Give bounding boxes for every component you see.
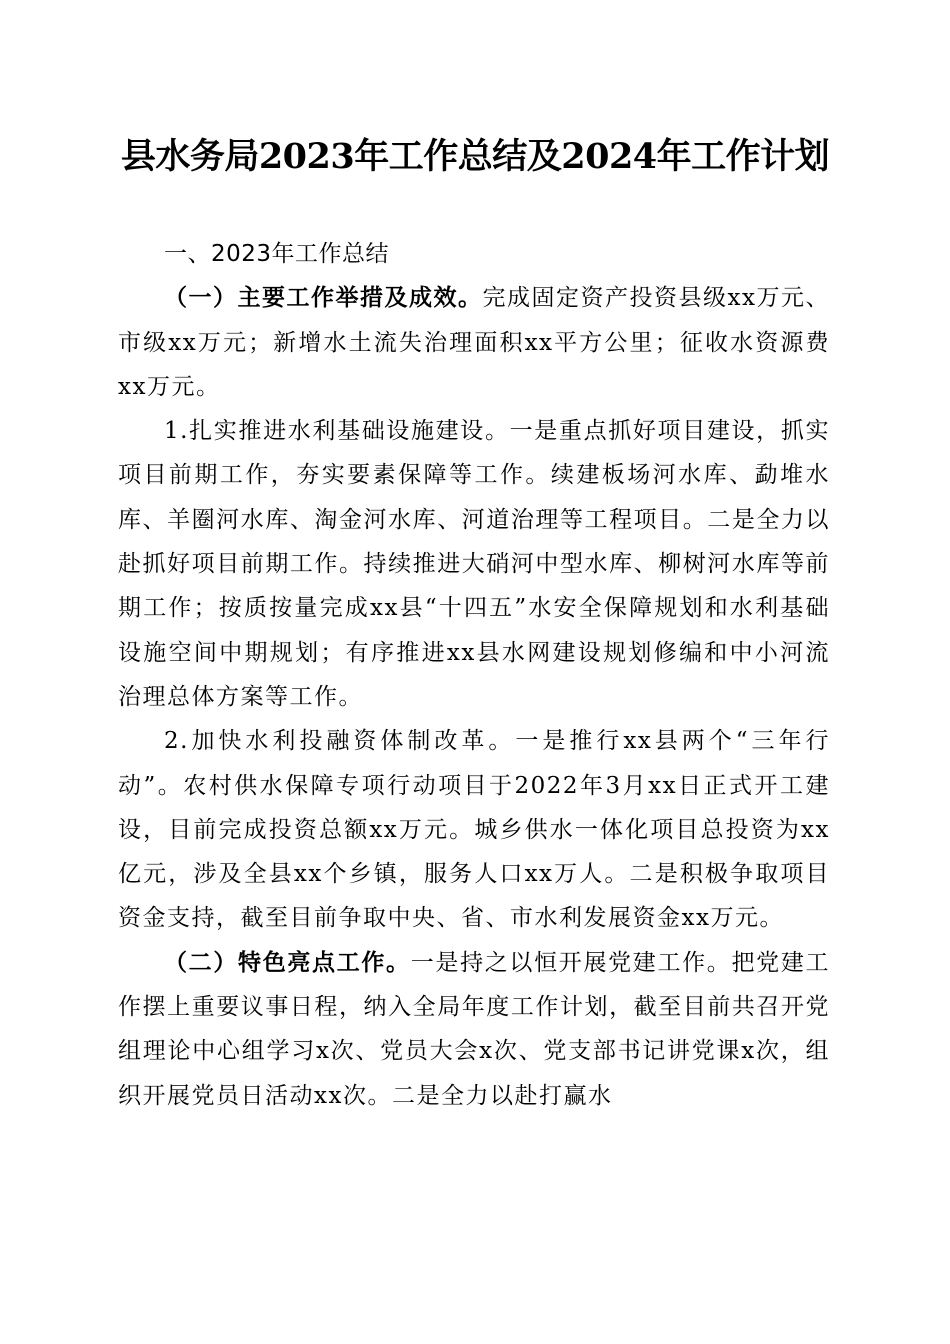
- paragraph-lead: （一）主要工作举措及成效。: [164, 284, 483, 312]
- paragraph-text: 完成固定资产投资县级xx万元、市级xx万元；新增水土流失治理面积xx平方公里；征收水资源费xx万元。: [118, 285, 830, 400]
- paragraph-infrastructure: [118, 409, 830, 719]
- paragraph-main-measures: [118, 276, 830, 409]
- paragraph-lead: 2.加快水利投融资体制改革。: [164, 728, 516, 755]
- paragraph-highlights: [118, 941, 830, 1118]
- paragraph-text: 一是推行xx县两个“三年行动”。农村供水保障专项行动项目于2022年3月xx日正式开工建设，目前完成投资总额xx万元。城乡供水一体化项目总投资为xx亿元，涉及全县xx个乡镇，服务人口xx万人。二是积极争取项目资金支持，截至目前争取中央、省、市水利发展资金xx万元。: [118, 728, 831, 932]
- section-heading: 一、2023年工作总结: [164, 241, 390, 267]
- paragraph-lead: （二）特色亮点工作。: [164, 948, 411, 976]
- document-title: 县水务局2023年工作总结及2024年工作计划: [120, 136, 830, 177]
- paragraph-text: 一是持之以恒开展党建工作。把党建工作摆上重要议事日程，纳入全局年度工作计划，截至目前共召开党组理论中心组学习x次、党员大会x次、党支部书记讲党课x次，组织开展党员日活动xx次。二是全力以赴打赢水: [118, 949, 831, 1109]
- paragraph-text: 一是重点抓好项目建设，抓实项目前期工作，夯实要素保障等工作。续建板场河水库、勐堆水库、羊圈河水库、淘金河水库、河道治理等工程项目。二是全力以赴抓好项目前期工作。持续推进大硝河中型水库、柳树河水库等前期工作；按质按量完成xx县“十四五”水安全保障规划和水利基础设施空间中期规划；有序推进xx县水网建设规划修编和中小河流治理总体方案等工作。: [118, 418, 830, 710]
- paragraph-lead: 1.扎实推进水利基础设施建设。: [164, 418, 510, 445]
- paragraph-investment-reform: [118, 719, 830, 940]
- document-body: [118, 232, 830, 1118]
